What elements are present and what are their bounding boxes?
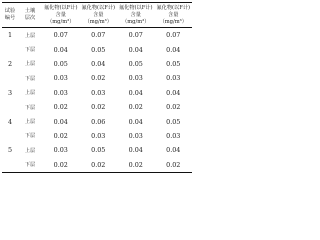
soil-layer-cell: 上层 xyxy=(24,90,36,97)
value-cell: 0.02 xyxy=(91,74,106,83)
value-cell: 0.04 xyxy=(166,88,181,97)
value-cell: 0.05 xyxy=(166,59,181,68)
table-row xyxy=(2,57,192,71)
value-cell: 0.03 xyxy=(128,131,143,140)
value-cell: 0.02 xyxy=(53,103,68,112)
value-cell: 0.04 xyxy=(166,146,181,155)
header-cell: 试验 编号 xyxy=(2,3,18,28)
soil-layer-cell: 下层 xyxy=(18,158,42,173)
header-cell: 氟化物(以F计)含量 （mg/m³） xyxy=(117,3,155,28)
soil-layer-cell: 上层 xyxy=(24,32,36,39)
value-cell: 0.04 xyxy=(53,45,68,54)
trial-number-cell xyxy=(2,158,18,173)
value-cell: 0.03 xyxy=(166,74,181,83)
value-cell: 0.05 xyxy=(128,59,143,68)
value-cell: 0.04 xyxy=(166,45,181,54)
value-cell: 0.03 xyxy=(128,74,143,83)
value-cell: 0.05 xyxy=(166,117,181,126)
header-cell: 土壤 层次 xyxy=(18,3,42,28)
trial-number-cell: 1 xyxy=(7,31,13,40)
value-cell: 0.02 xyxy=(128,103,143,112)
trial-number-cell xyxy=(2,100,18,114)
soil-layer-cell: 上层 xyxy=(24,147,36,154)
value-cell: 0.03 xyxy=(53,74,68,83)
value-cell: 0.07 xyxy=(91,31,106,40)
value-cell: 0.02 xyxy=(42,158,80,173)
value-cell: 0.07 xyxy=(128,31,143,40)
value-cell: 0.04 xyxy=(128,146,143,155)
table-row xyxy=(2,28,192,43)
header-cell: 氟化物(以F计)含量 （mg/m³） xyxy=(155,3,193,28)
soil-layer-cell: 下层 xyxy=(24,104,36,111)
table-row xyxy=(2,100,192,114)
data-table xyxy=(2,2,192,173)
trial-number-cell: 2 xyxy=(7,59,13,68)
value-cell: 0.03 xyxy=(91,88,106,97)
value-cell: 0.02 xyxy=(80,158,118,173)
value-cell: 0.05 xyxy=(53,59,68,68)
value-cell: 0.03 xyxy=(53,146,68,155)
value-cell: 0.02 xyxy=(53,131,68,140)
value-cell: 0.02 xyxy=(155,158,193,173)
trial-number-cell: 4 xyxy=(7,117,13,126)
table-row xyxy=(2,71,192,85)
table-header xyxy=(2,3,192,28)
value-cell: 0.04 xyxy=(128,117,143,126)
table-row xyxy=(2,42,192,56)
value-cell: 0.03 xyxy=(166,131,181,140)
value-cell: 0.02 xyxy=(166,103,181,112)
value-cell: 0.04 xyxy=(128,88,143,97)
value-cell: 0.04 xyxy=(128,45,143,54)
table-row xyxy=(2,143,192,157)
value-cell: 0.02 xyxy=(91,103,106,112)
table-row xyxy=(2,129,192,143)
trial-number-cell xyxy=(2,129,18,143)
trial-number-cell xyxy=(2,71,18,85)
value-cell: 0.03 xyxy=(53,88,68,97)
soil-layer-cell: 上层 xyxy=(24,119,36,126)
table-figure xyxy=(0,0,194,176)
header-cell: 氟化物(以F计)含量 （mg/m³） xyxy=(42,3,80,28)
table-row xyxy=(2,114,192,128)
table-row xyxy=(2,158,192,173)
soil-layer-cell: 下层 xyxy=(24,75,36,82)
trial-number-cell: 3 xyxy=(7,88,13,97)
value-cell: 0.04 xyxy=(91,59,106,68)
value-cell: 0.04 xyxy=(53,117,68,126)
trial-number-cell: 5 xyxy=(7,146,13,155)
soil-layer-cell: 下层 xyxy=(24,133,36,140)
header-row xyxy=(2,3,192,28)
table-row xyxy=(2,86,192,100)
table-body xyxy=(2,28,192,173)
value-cell: 0.07 xyxy=(166,31,181,40)
value-cell: 0.05 xyxy=(91,146,106,155)
soil-layer-cell: 上层 xyxy=(24,61,36,68)
value-cell: 0.03 xyxy=(91,131,106,140)
header-cell: 氟化物(以F计)含量 （mg/m³） xyxy=(80,3,118,28)
soil-layer-cell: 下层 xyxy=(24,47,36,54)
value-cell: 0.06 xyxy=(91,117,106,126)
value-cell: 0.05 xyxy=(91,45,106,54)
value-cell: 0.07 xyxy=(53,31,68,40)
value-cell: 0.02 xyxy=(117,158,155,173)
trial-number-cell xyxy=(2,42,18,56)
